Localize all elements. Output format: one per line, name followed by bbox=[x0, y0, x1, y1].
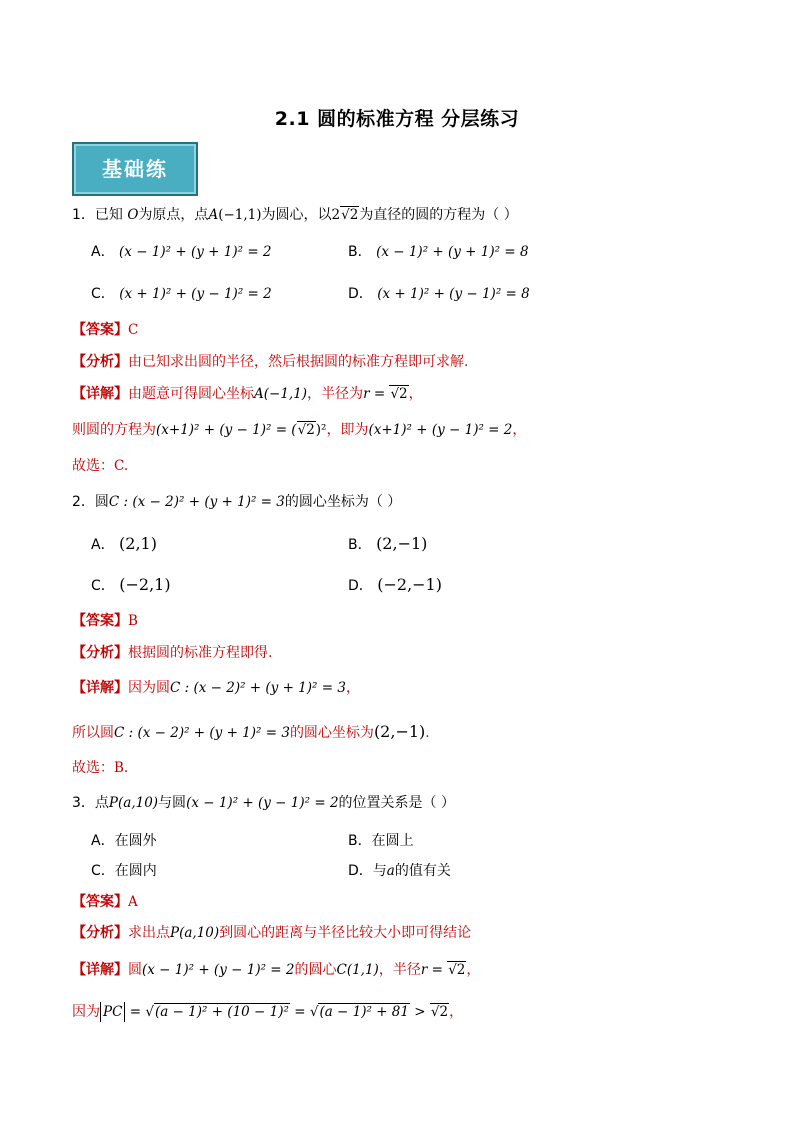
q3-option-a: A．在圆外 bbox=[91, 833, 157, 849]
q3-option-b: B．在圆上 bbox=[348, 833, 414, 849]
q3-stem: 3．点P(a,10)与圆(x − 1)² + (y − 1)² = 2的位置关系是（ ） bbox=[72, 795, 455, 811]
q2-stem: 2．圆C : (x − 2)² + (y + 1)² = 3的圆心坐标为（ ） bbox=[72, 494, 402, 510]
q1-analysis: 【分析】由已知求出圆的半径，然后根据圆的标准方程即可求解. bbox=[72, 354, 469, 370]
q1-conclusion: 故选：C. bbox=[72, 458, 129, 474]
q3-answer: 【答案】A bbox=[72, 894, 138, 910]
section-header: 基础练 bbox=[72, 142, 198, 196]
page-title: 2.1 圆的标准方程 分层练习 bbox=[274, 108, 520, 130]
q1-option-c: C． (x + 1)² + (y − 1)² = 2 bbox=[91, 286, 272, 302]
q3-option-d: D．与a的值有关 bbox=[348, 863, 451, 879]
q3-analysis: 【分析】求出点P(a,10)到圆心的距离与半径比较大小即可得结论 bbox=[72, 925, 472, 941]
q2-analysis: 【分析】根据圆的标准方程即得. bbox=[72, 645, 273, 661]
q1-option-d: D． (x + 1)² + (y − 1)² = 8 bbox=[348, 286, 530, 302]
q2-option-c: C． (−2,1) bbox=[91, 575, 171, 594]
q3-detail: 【详解】圆(x − 1)² + (y − 1)² = 2的圆心C(1,1)，半径r = √2， bbox=[72, 962, 481, 978]
q2-detail-line2: 所以圆C : (x − 2)² + (y + 1)² = 3的圆心坐标为(2,−1). bbox=[72, 722, 430, 741]
q2-option-b: B． (2,−1) bbox=[348, 534, 428, 553]
q3-detail-line2: 因为 PC = √(a − 1)² + (10 − 1)² = √(a − 1)² + 81 > √2， bbox=[72, 1004, 464, 1020]
q1-detail: 【详解】由题意可得圆心坐标A(−1,1)，半径为r = √2， bbox=[72, 386, 423, 402]
q1-answer: 【答案】C bbox=[72, 322, 139, 338]
q1-stem: 1．已知 O为原点，点A(−1,1)为圆心，以2√2为直径的圆的方程为（ ） bbox=[72, 207, 518, 223]
q1-option-b: B． (x − 1)² + (y + 1)² = 8 bbox=[348, 244, 529, 260]
q1-detail-line2: 则圆的方程为(x+1)² + (y − 1)² = (√2)²，即为(x+1)² + (y − 1)² = 2， bbox=[72, 422, 527, 438]
q2-option-a: A． (2,1) bbox=[91, 534, 157, 553]
q2-conclusion: 故选：B. bbox=[72, 760, 129, 776]
q1-option-a: A． (x − 1)² + (y + 1)² = 2 bbox=[91, 244, 272, 260]
q2-option-d: D． (−2,−1) bbox=[348, 575, 442, 594]
q2-detail: 【详解】因为圆C : (x − 2)² + (y + 1)² = 3， bbox=[72, 680, 360, 696]
q3-option-c: C．在圆内 bbox=[91, 863, 157, 879]
sqrt-symbol: √2 bbox=[341, 207, 359, 223]
q2-answer: 【答案】B bbox=[72, 613, 138, 629]
